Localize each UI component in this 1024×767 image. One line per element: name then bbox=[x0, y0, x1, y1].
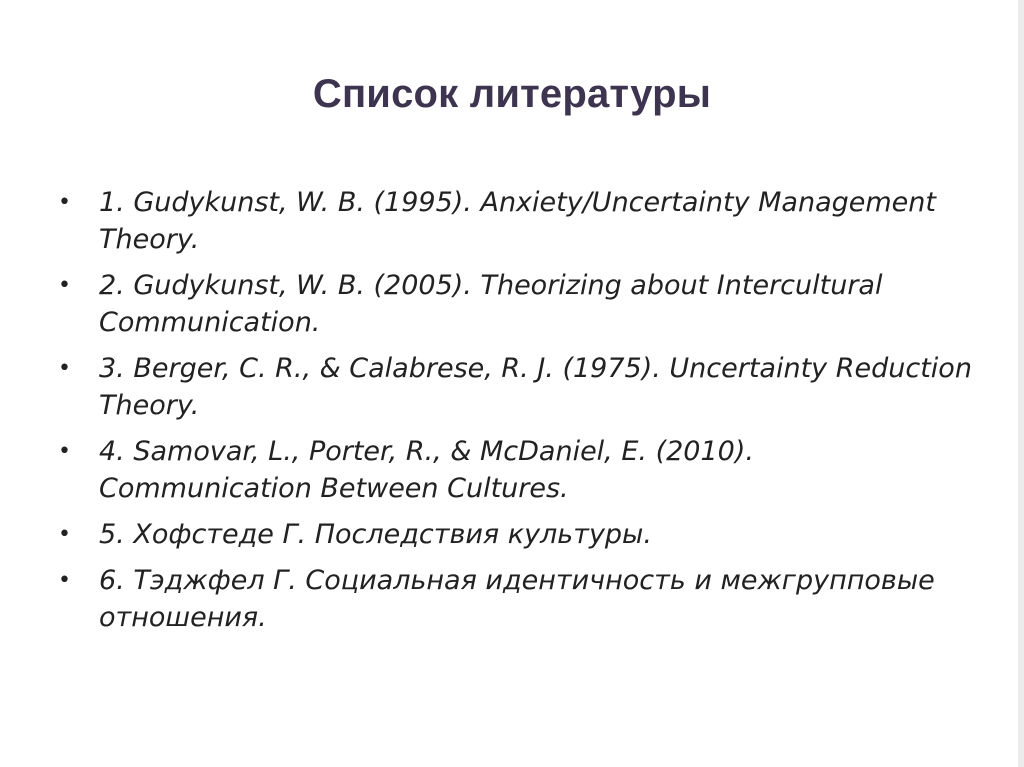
reference-item-5 bbox=[54, 516, 974, 553]
reference-text: 3. Berger, C. R., & Calabrese, R. J. (1975). Uncertainty Reduction Theory. bbox=[99, 353, 972, 421]
reference-text: 5. Хофстеде Г. Последствия культуры. bbox=[99, 519, 652, 550]
reference-text: 2. Gudykunst, W. B. (2005). Theorizing about Intercultural Communication. bbox=[99, 270, 883, 338]
bullet-icon: • bbox=[58, 356, 71, 381]
reference-text: 6. Тэджфел Г. Социальная идентичность и межгрупповые отношения. bbox=[99, 565, 935, 633]
reference-text: 4. Samovar, L., Porter, R., & McDaniel, E. (2010). Communication Between Cultures. bbox=[99, 436, 754, 504]
bullet-icon: • bbox=[58, 190, 71, 215]
bullet-icon: • bbox=[58, 273, 71, 298]
reference-item-3 bbox=[54, 350, 974, 424]
reference-item-2 bbox=[54, 267, 974, 341]
reference-item-4 bbox=[54, 433, 974, 507]
reference-item-1 bbox=[54, 184, 974, 258]
reference-item-6 bbox=[54, 562, 974, 636]
bullet-icon: • bbox=[58, 439, 71, 464]
reference-list bbox=[54, 184, 974, 645]
bullet-icon: • bbox=[58, 568, 71, 593]
slide-title: Список литературы bbox=[312, 72, 712, 116]
bullet-icon: • bbox=[58, 522, 71, 547]
reference-text: 1. Gudykunst, W. B. (1995). Anxiety/Uncertainty Management Theory. bbox=[99, 187, 936, 255]
